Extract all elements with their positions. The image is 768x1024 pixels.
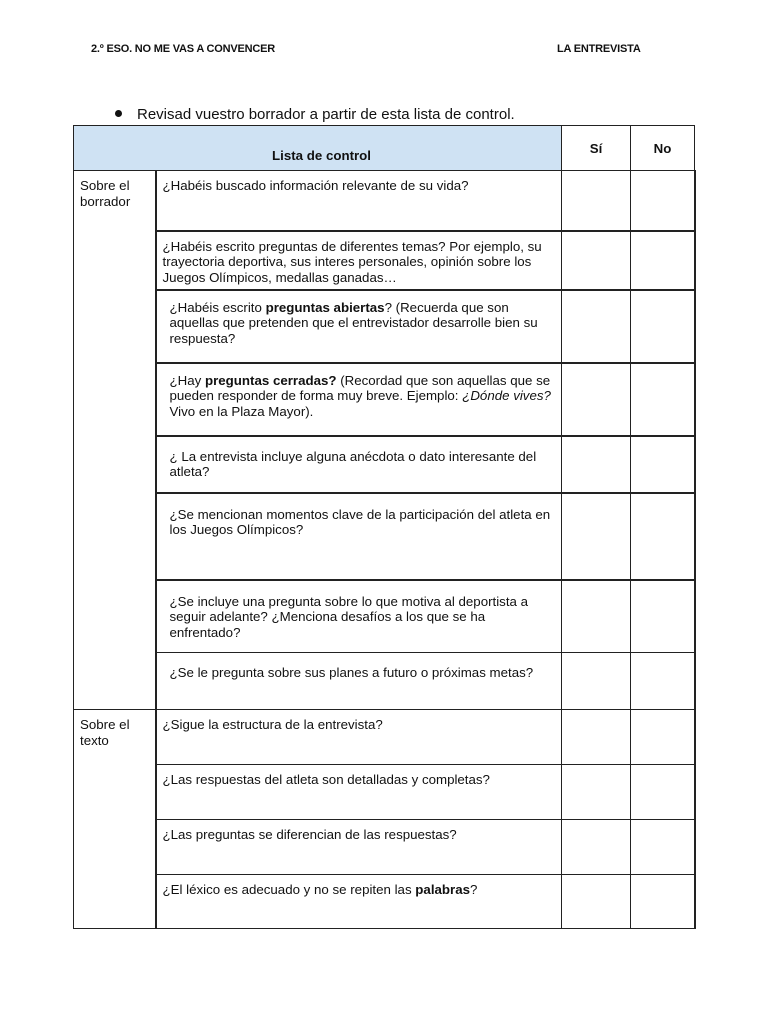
checkbox-no[interactable] (631, 231, 695, 290)
checkbox-si[interactable] (562, 653, 631, 710)
checkbox-no[interactable] (631, 580, 695, 653)
header-right-title: LA ENTREVISTA (557, 43, 641, 55)
question-cell: ¿Habéis buscado información relevante de su vida? (156, 171, 562, 231)
question-cell: ¿Hay preguntas cerradas? (Recordad que son aquellas que se pueden responder de forma muy breve. Ejemplo: ¿Dónde vives? Vivo en la Plaza Mayor). (156, 363, 562, 436)
checkbox-si[interactable] (562, 290, 631, 363)
header-si: Sí (562, 126, 631, 171)
question-cell: ¿Habéis escrito preguntas abiertas? (Recuerda que son aquellas que pretenden que el entrevistador desarrolle bien su respuesta? (156, 290, 562, 363)
checklist-table (73, 125, 696, 929)
question-cell: ¿Las respuestas del atleta son detalladas y completas? (156, 765, 562, 820)
checkbox-no[interactable] (631, 653, 695, 710)
checkbox-no[interactable] (631, 765, 695, 820)
checkbox-no[interactable] (631, 171, 695, 231)
table-row (74, 820, 695, 875)
table-row (74, 363, 695, 436)
table-header-row (74, 126, 695, 171)
checkbox-si[interactable] (562, 231, 631, 290)
bold-term: palabras (415, 882, 470, 897)
bullet-icon (115, 110, 122, 117)
checkbox-si[interactable] (562, 363, 631, 436)
question-cell: ¿El léxico es adecuado y no se repiten las palabras? (156, 875, 562, 929)
table-row (74, 875, 695, 929)
section-label-texto: Sobre el texto (74, 710, 156, 929)
checkbox-si[interactable] (562, 580, 631, 653)
header-left-title: 2.º ESO. NO ME VAS A CONVENCER (91, 43, 276, 55)
table-row (74, 290, 695, 363)
checkbox-no[interactable] (631, 493, 695, 580)
table-row (74, 765, 695, 820)
header-no: No (631, 126, 695, 171)
table-row (74, 231, 695, 290)
table-row (74, 653, 695, 710)
question-cell: ¿Sigue la estructura de la entrevista? (156, 710, 562, 765)
table-row (74, 493, 695, 580)
instruction-text: Revisad vuestro borrador a partir de esta lista de control. (137, 106, 515, 123)
checkbox-si[interactable] (562, 171, 631, 231)
checkbox-si[interactable] (562, 710, 631, 765)
checkbox-no[interactable] (631, 290, 695, 363)
table-row (74, 436, 695, 493)
table-row (74, 580, 695, 653)
table-row (74, 710, 695, 765)
table-row (74, 171, 695, 231)
instruction-line (115, 106, 515, 123)
bold-term: preguntas cerradas? (204, 372, 337, 388)
checkbox-no[interactable] (631, 363, 695, 436)
question-cell: ¿Habéis escrito preguntas de diferentes temas? Por ejemplo, su trayectoria deportiva, sus interes personales, opinión sobre los Juegos Olímpicos, medallas ganadas… (156, 231, 562, 290)
checkbox-no[interactable] (631, 875, 695, 929)
checkbox-si[interactable] (562, 820, 631, 875)
bold-term: preguntas abiertas (265, 299, 385, 315)
question-cell: ¿Las preguntas se diferencian de las respuestas? (156, 820, 562, 875)
section-label-borrador: Sobre el borrador (74, 171, 156, 710)
checkbox-si[interactable] (562, 493, 631, 580)
question-cell: ¿Se le pregunta sobre sus planes a futuro o próximas metas? (156, 653, 562, 710)
italic-example: ¿Dónde vives? (462, 388, 551, 404)
checkbox-no[interactable] (631, 710, 695, 765)
header-lista-de-control: Lista de control (74, 126, 562, 171)
question-cell: ¿Se incluye una pregunta sobre lo que motiva al deportista a seguir adelante? ¿Menciona desafíos a los que se ha enfrentado? (156, 580, 562, 653)
checkbox-si[interactable] (562, 765, 631, 820)
checkbox-si[interactable] (562, 436, 631, 493)
question-cell: ¿Se mencionan momentos clave de la participación del atleta en los Juegos Olímpicos? (156, 493, 562, 580)
checkbox-no[interactable] (631, 436, 695, 493)
checkbox-si[interactable] (562, 875, 631, 929)
question-cell: ¿ La entrevista incluye alguna anécdota o dato interesante del atleta? (156, 436, 562, 493)
checkbox-no[interactable] (631, 820, 695, 875)
